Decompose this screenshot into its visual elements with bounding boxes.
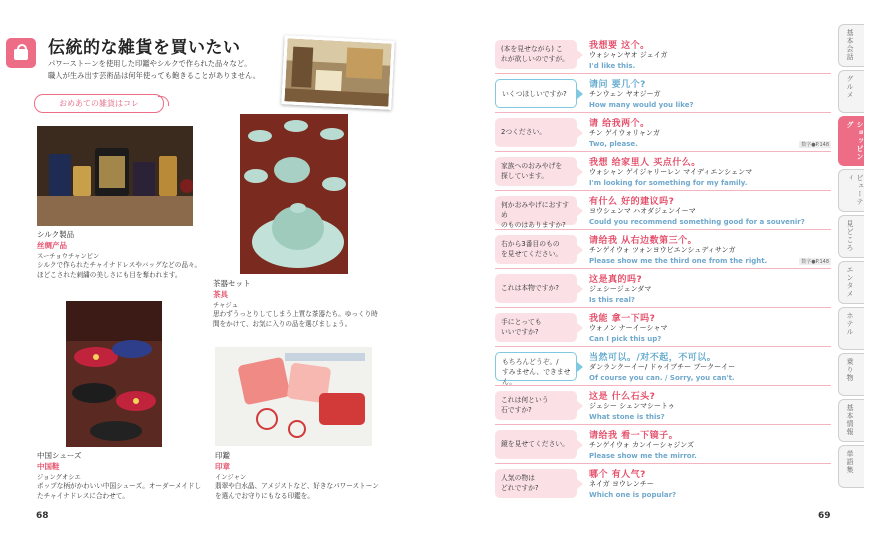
phrase-chinese: 这是 什么石头?: [589, 392, 656, 402]
phrase-english: Is this real?: [589, 296, 635, 304]
phrase-row: [495, 231, 831, 269]
speech-pointer: [577, 284, 583, 294]
phrase-japanese-line: もちろんどうぞ。/: [502, 358, 559, 366]
tab-label: ショッピング: [846, 121, 864, 161]
speech-pointer: [577, 440, 583, 450]
phrase-japanese-line: 鏡を見せてください。: [501, 440, 569, 448]
item-chinese: 丝绸产品: [37, 241, 67, 250]
phrase-japanese: [495, 391, 577, 420]
phrase-row: [495, 192, 831, 230]
phrase-reading: ジェシー シェンマシートゥ: [589, 402, 675, 410]
item-description-line: 思わずうっとりしてしまう上質な茶器たち。ゆっくり時: [213, 310, 378, 318]
phrase-reading: ヨウシェンマ ハオダジェンイーマ: [589, 207, 696, 215]
row-divider: [495, 112, 831, 113]
item-reading: ジョングオシエ: [37, 474, 81, 481]
phrase-chinese: 有什么 好的建议吗?: [589, 197, 675, 207]
phrase-row: [495, 387, 831, 425]
item-description-line: 翡翠や白水晶、アメジストなど、好きなパワーストーン: [215, 482, 379, 490]
phrase-japanese-line: を見せてください。: [501, 250, 563, 258]
page-title: 伝統的な雑貨を買いたい: [48, 38, 241, 58]
tab-basic-info[interactable]: [838, 399, 864, 442]
tab-beauty[interactable]: [838, 169, 864, 212]
phrase-japanese-line: どれですか?: [501, 484, 539, 492]
phrase-japanese-line: すみません、できません。: [502, 368, 571, 386]
phrase-english: Which one is popular?: [589, 491, 677, 499]
tab-label: 見どころ: [846, 220, 854, 252]
phrase-english: Please show me the third one from the right.: [589, 257, 768, 265]
seal-stamps-photo: [215, 347, 372, 446]
phrase-reading: ウォシャンヤオ ジェイガ: [589, 51, 668, 59]
tab-label: 基本会話: [846, 29, 854, 61]
speech-pointer: [577, 479, 583, 489]
row-divider: [495, 307, 831, 308]
phrase-row: [495, 348, 831, 386]
item-reading: スーチョウチャンピン: [37, 253, 100, 260]
item-chinese: 印章: [215, 462, 230, 471]
phrase-english: Can I pick this up?: [589, 335, 662, 343]
phrase-japanese-line: 人気の物は: [501, 474, 535, 482]
row-divider: [495, 190, 831, 191]
phrase-chinese: 请给我 看一下镜子。: [589, 431, 679, 441]
shop-interior-photo: [281, 35, 394, 110]
phrase-japanese-line: (本を見せながら) こ: [501, 45, 563, 53]
chinese-shoes-photo: [66, 301, 162, 447]
row-divider: [495, 151, 831, 152]
phrase-chinese: 当然可以。/对不起，不可以。: [589, 353, 717, 363]
phrase-english: Please show me the mirror.: [589, 452, 697, 460]
item-silk: [37, 229, 207, 280]
phrase-japanese-line: これは何という: [501, 396, 549, 404]
phrase-japanese-line: れが欲しいのですが。: [501, 55, 569, 63]
item-description: [37, 481, 212, 501]
row-divider: [495, 424, 831, 425]
phrase-japanese: [495, 352, 577, 386]
tea-set-photo: [240, 114, 348, 274]
speech-pointer: [577, 89, 583, 99]
phrase-japanese: [495, 196, 577, 229]
item-description-line: シルクで作られたチャイナドレスやバッグなどの品々。: [37, 261, 202, 269]
item-description-line: 間をかけて、お気に入りの品を選びましょう。: [213, 320, 352, 328]
phrase-chinese: 请 给我两个。: [589, 119, 650, 129]
phrase-japanese-line: これは本物ですか?: [501, 284, 559, 292]
phrase-chinese: 这是真的吗?: [589, 275, 643, 285]
phrase-japanese-line: 何かおみやげにおすすめ: [501, 201, 570, 219]
phrase-japanese-line: のものはありますか?: [501, 221, 566, 229]
phrase-japanese: [495, 40, 577, 69]
item-description-line: たチャイナドレスに合わせて。: [37, 492, 129, 500]
phrase-row: [495, 75, 831, 113]
phrase-japanese: [495, 313, 577, 342]
tab-label: ビューティ: [846, 174, 864, 206]
tab-gourmet[interactable]: [838, 70, 864, 113]
phrase-japanese: [495, 469, 577, 498]
phrase-chinese: 我想 给家里人 买点什么。: [589, 158, 701, 168]
phrase-chinese: 请问 要几个?: [589, 80, 646, 90]
phrase-japanese-line: 右から3番目のもの: [501, 240, 560, 248]
phrase-english: Of course you can. / Sorry, you can't.: [589, 374, 735, 382]
item-name: 中国シューズ: [37, 451, 82, 460]
tab-basic-conversation[interactable]: [838, 24, 864, 67]
phrase-english: I'd like this.: [589, 62, 636, 70]
recommended-items-ribbon: おめあての雑貨はコレ: [34, 94, 164, 113]
phrase-row: [495, 465, 831, 503]
phrase-english: Two, please.: [589, 140, 638, 148]
intro-text: [48, 58, 278, 81]
row-divider: [495, 463, 831, 464]
phrase-chinese: 我能 拿一下吗?: [589, 314, 656, 324]
row-divider: [495, 229, 831, 230]
row-divider: [495, 268, 831, 269]
phrase-japanese: [495, 79, 577, 108]
item-chinese: 茶具: [213, 290, 228, 299]
phrase-reading: チンゲイウォ ツォンヨウビエンシュディサンガ: [589, 246, 736, 254]
tab-label: 乗り物: [846, 358, 854, 382]
phrase-row: [495, 114, 831, 152]
phrase-reading: チンウェン ヤオジーガ: [589, 90, 661, 98]
page-number-right: 69: [818, 511, 831, 521]
speech-pointer: [577, 167, 583, 177]
intro-line: 職人が生み出す芸術品は何年使っても飽きることがありません。: [48, 70, 261, 80]
phrase-reading: ジェシージェンダマ: [589, 285, 652, 293]
phrase-japanese: [495, 235, 577, 264]
tab-entertainment[interactable]: [838, 261, 864, 304]
phrase-japanese: [495, 430, 577, 459]
item-chinese: 中国鞋: [37, 462, 60, 471]
item-reading: チャジュ: [213, 302, 238, 309]
phrase-japanese-line: 家族へのおみやげを: [501, 162, 563, 170]
tab-hotel[interactable]: [838, 307, 864, 350]
tab-label: ホテル: [846, 312, 854, 336]
ribbon-tail: [158, 96, 169, 106]
phrase-row: [495, 36, 831, 74]
phrase-japanese: [495, 274, 577, 303]
speech-pointer: [577, 50, 583, 60]
phrase-japanese-line: 手にとっても: [501, 318, 542, 326]
phrase-japanese-line: いいですか?: [501, 328, 539, 336]
phrase-english: Could you recommend something good for a souvenir?: [589, 218, 805, 226]
item-seal: [215, 450, 385, 501]
phrase-reading: ウォノン ナーイーシャマ: [589, 324, 668, 332]
phrase-reading: ネイガ ヨウレンチー: [589, 480, 654, 488]
intro-line: パワーストーンを使用した印鑑やシルクで作られた品々など。: [48, 59, 252, 68]
tab-label: グルメ: [846, 75, 854, 99]
speech-pointer: [577, 323, 583, 333]
phrase-reading: ウォシャン ゲイジャリーレン マイディエンシェンマ: [589, 168, 753, 176]
phrase-chinese: 请给我 从右边数第三个。: [589, 236, 698, 246]
phrase-english: I'm looking for something for my family.: [589, 179, 748, 187]
speech-pointer: [577, 206, 583, 216]
speech-pointer: [577, 362, 583, 372]
phrase-japanese: [495, 157, 577, 186]
item-description-line: を選んでお守りにもなる印鑑を。: [215, 492, 314, 500]
row-divider: [495, 346, 831, 347]
tab-shopping[interactable]: [838, 116, 864, 166]
phrase-reading: チンゲイウォ カンイーシャジンズ: [589, 441, 694, 449]
phrase-row: [495, 309, 831, 347]
phrase-english: How many would you like?: [589, 101, 694, 109]
phrase-japanese-line: 2つください。: [501, 128, 547, 136]
page-reference: 数字●P.148: [801, 142, 829, 148]
tab-label: エンタメ: [846, 266, 854, 298]
tab-vocabulary[interactable]: [838, 445, 864, 488]
speech-pointer: [577, 128, 583, 138]
tab-label: 単語集: [846, 450, 854, 474]
speech-pointer: [577, 401, 583, 411]
item-tea-set: [213, 278, 383, 329]
phrase-japanese-line: いくつほしいですか?: [502, 90, 567, 98]
tab-transportation[interactable]: [838, 353, 864, 396]
item-description-line: ポップな柄がかわいい中国シューズ。オーダーメイドし: [37, 482, 202, 490]
tab-label: 基本情報: [846, 404, 854, 436]
phrase-english: What stone is this?: [589, 413, 665, 421]
phrase-japanese-line: 石ですか?: [501, 406, 532, 414]
phrase-row: [495, 270, 831, 308]
page-number-left: 68: [36, 511, 49, 521]
item-shoes: [37, 450, 212, 501]
item-name: 茶器セット: [213, 279, 251, 288]
phrase-reading: ダンランクーイー/ ドゥイブチー ブークーイー: [589, 363, 736, 371]
phrase-chinese: 哪个 有人气?: [589, 470, 646, 480]
speech-pointer: [577, 245, 583, 255]
phrase-row: [495, 153, 831, 191]
shopping-bag-icon: [6, 38, 36, 68]
item-name: シルク製品: [37, 230, 75, 239]
item-description-line: ほどこされた刺繍の美しさにも目を奪われます。: [37, 271, 182, 279]
phrase-row: [495, 426, 831, 464]
item-name: 印鑑: [215, 451, 230, 460]
page-reference: 数字●P.148: [801, 259, 829, 265]
phrase-reading: チン ゲイウォリャンガ: [589, 129, 660, 137]
item-description: [37, 260, 207, 280]
silk-products-photo: [37, 126, 193, 226]
row-divider: [495, 385, 831, 386]
item-description: [215, 481, 385, 501]
tab-sightseeing[interactable]: [838, 215, 864, 258]
phrase-japanese-line: 探しています。: [501, 172, 549, 180]
item-description: [213, 309, 383, 329]
item-reading: インジャン: [215, 474, 247, 481]
row-divider: [495, 73, 831, 74]
phrase-chinese: 我想要 这个。: [589, 41, 650, 51]
phrase-japanese: [495, 118, 577, 147]
